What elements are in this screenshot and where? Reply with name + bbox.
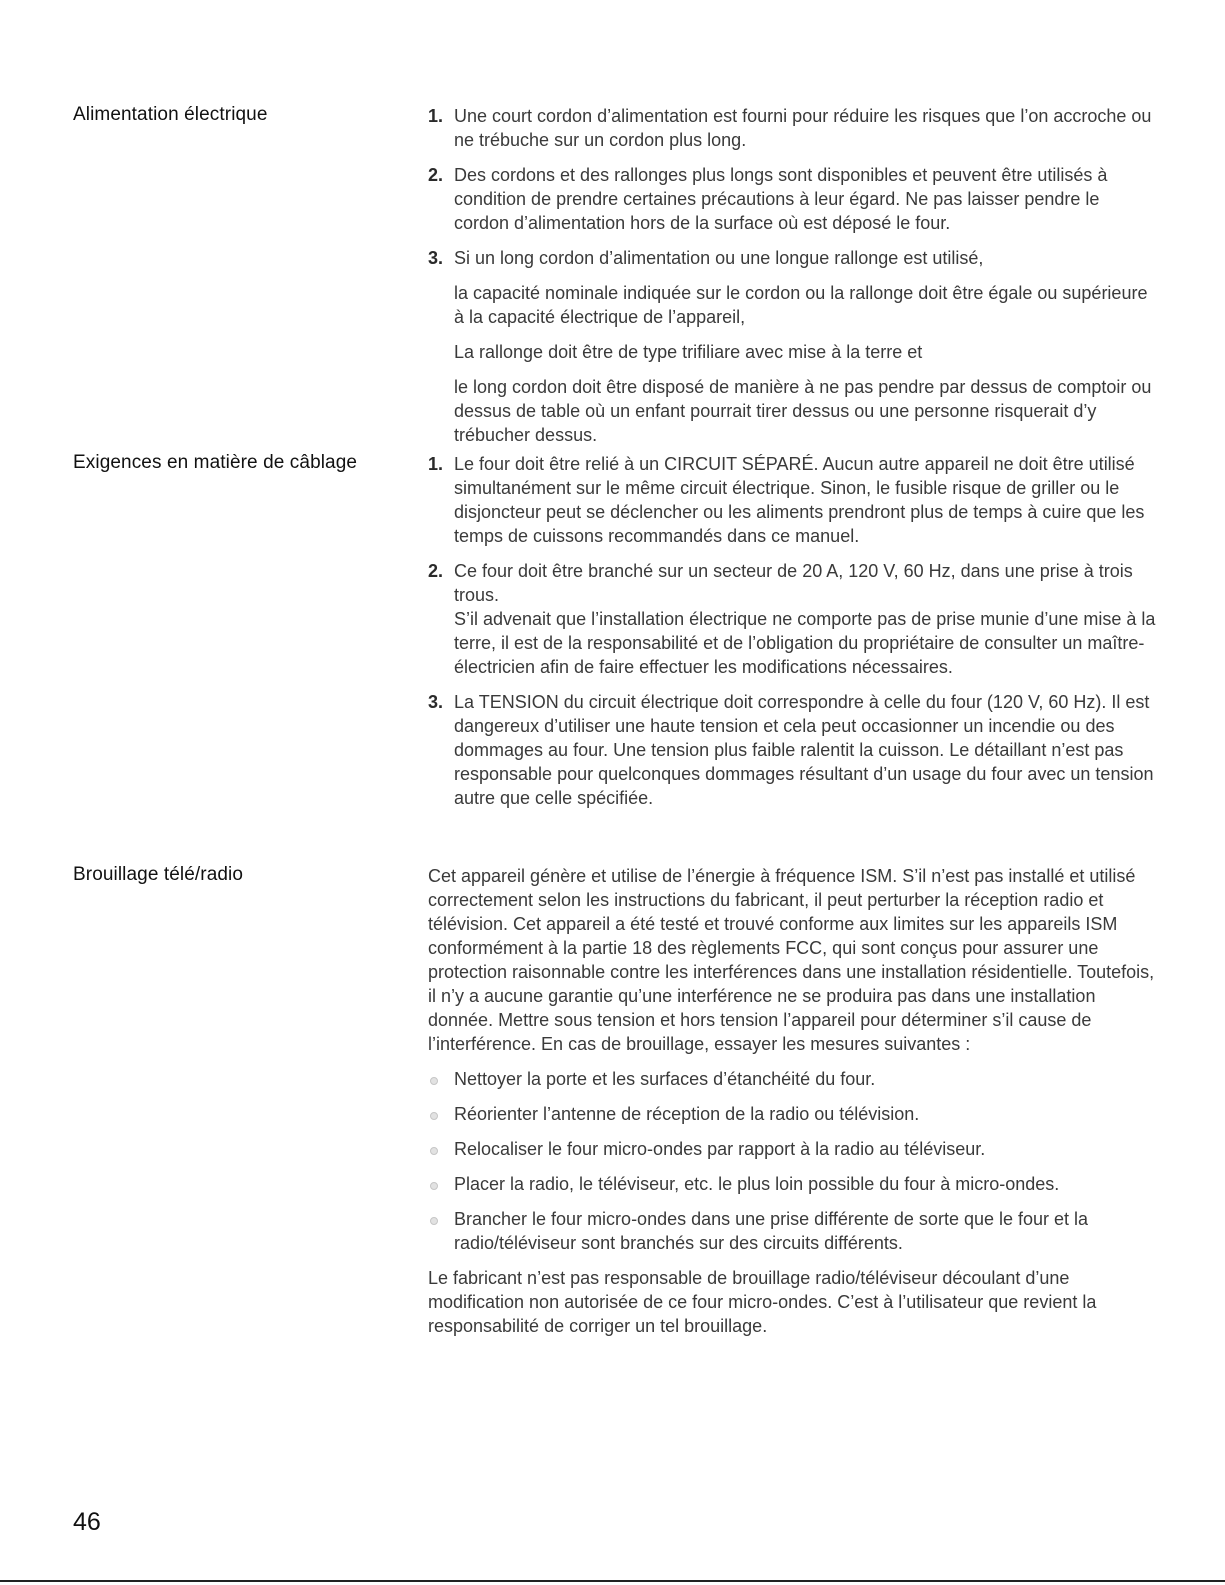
sub-paragraph: La rallonge doit être de type trifiliare avec mise à la terre et: [454, 342, 923, 362]
item-number: 2.: [428, 561, 444, 581]
bullet-icon: [428, 1137, 454, 1161]
list-item: [428, 104, 1156, 152]
section-heading-cablage: Exigences en matière de câblage: [73, 452, 358, 473]
item-number: 3.: [428, 692, 444, 712]
bullet-icon: [428, 1207, 454, 1255]
bullet-item: [428, 1067, 1156, 1091]
item-text: Si un long cordon d’alimentation ou une longue rallonge est utilisé,: [454, 248, 984, 268]
section-body-alimentation: [428, 104, 1156, 447]
bullet-text: Relocaliser le four micro-ondes par rapport à la radio au téléviseur.: [454, 1139, 986, 1159]
bullet-item: [428, 1172, 1156, 1196]
item-text: [454, 559, 1156, 679]
bullet-icon: [428, 1172, 454, 1196]
item-text: La TENSION du circuit électrique doit correspondre à celle du four (120 V, 60 Hz). Il est dangereux d’utiliser une haute tension et cela peut occasionner un incendie ou des dommages au four. Une tension plus faible ralentit la cuisson. Le détaillant n’est pas responsable pour quelconques dommages résultant d’un usage du four avec un tension autre que celle spécifiée.: [454, 692, 1154, 808]
section-heading-brouillage: Brouillage télé/radio: [73, 864, 244, 885]
item-text-main: Ce four doit être branché sur un secteur de 20 A, 120 V, 60 Hz, dans une prise à trois trous.: [454, 561, 1133, 605]
page-number: 46: [73, 1508, 101, 1536]
item-number: 3.: [428, 248, 444, 268]
item-number: 1.: [428, 454, 444, 474]
item-text: Une court cordon d’alimentation est fourni pour réduire les risques que l’on accroche ou ne trébuche sur un cordon plus long.: [454, 106, 1152, 150]
list-item: [428, 559, 1156, 679]
bullet-text: Réorienter l’antenne de réception de la radio ou télévision.: [454, 1104, 920, 1124]
item-text: Le four doit être relié à un CIRCUIT SÉPARÉ. Aucun autre appareil ne doit être utilisé simultanément sur le même circuit électrique. Sinon, le fusible risque de griller ou le disjoncteur peut se déclencher ou les aliments prendront plus de temps à cuire que les temps de cuissons recommandés dans ce manuel.: [454, 454, 1145, 546]
bottom-divider: [0, 1580, 1225, 1582]
item-text-extra: S’il advenait que l’installation électrique ne comporte pas de prise munie d’une mise à la terre, il est de la responsabilité et de l’obligation du propriétaire de consulter un maître-électricien afin de faire effectuer les modifications nécessaires.: [454, 609, 1156, 677]
bullet-text: Nettoyer la porte et les surfaces d’étanchéité du four.: [454, 1069, 876, 1089]
section-body-cablage: [428, 452, 1156, 810]
section-body-brouillage: [428, 864, 1156, 1338]
bullet-icon: [428, 1067, 454, 1091]
section-heading-alimentation: Alimentation électrique: [73, 104, 268, 125]
list-item: [428, 246, 1156, 270]
bullet-icon: [428, 1102, 454, 1126]
sub-paragraph: la capacité nominale indiquée sur le cordon ou la rallonge doit être égale ou supérieure à la capacité électrique de l’appareil,: [454, 283, 1148, 327]
bullet-item: [428, 1102, 1156, 1126]
closing-paragraph: Le fabricant n’est pas responsable de brouillage radio/téléviseur découlant d’une modification non autorisée de ce four micro-ondes. C’est à l’utilisateur que revient la responsabilité de corriger un tel brouillage.: [428, 1268, 1097, 1336]
item-text: Des cordons et des rallonges plus longs sont disponibles et peuvent être utilisés à condition de prendre certaines précautions à leur égard. Ne pas laisser pendre le cordon d’alimentation hors de la surface où est déposé le four.: [454, 165, 1108, 233]
list-item: [428, 690, 1156, 810]
bullet-item: [428, 1137, 1156, 1161]
bullet-text: Brancher le four micro-ondes dans une prise différente de sorte que le four et la radio/téléviseur sont branchés sur des circuits différents.: [454, 1209, 1089, 1253]
list-item: [428, 163, 1156, 235]
bullet-item: [428, 1207, 1156, 1255]
item-number: 2.: [428, 165, 444, 185]
item-number: 1.: [428, 106, 444, 126]
sub-paragraph: le long cordon doit être disposé de manière à ne pas pendre par dessus de comptoir ou dessus de table où un enfant pourrait tirer dessus ou une personne risquerait d’y trébucher dessus.: [454, 377, 1152, 445]
bullet-text: Placer la radio, le téléviseur, etc. le plus loin possible du four à micro-ondes.: [454, 1174, 1060, 1194]
intro-paragraph: Cet appareil génère et utilise de l’énergie à fréquence ISM. S’il n’est pas installé et utilisé correctement selon les instructions du fabricant, il peut perturber la réception radio et télévision. Cet appareil a été testé et trouvé conforme aux limites sur les appareils ISM conformément à la partie 18 des règlements FCC, qui sont conçus pour assurer une protection raisonnable contre les interférences dans une installation résidentielle. Toutefois, il n’y a aucune garantie qu’une interférence ne se produira pas dans une installation donnée. Mettre sous tension et hors tension l’appareil pour déterminer s’il cause de l’interférence. En cas de brouillage, essayer les mesures suivantes :: [428, 866, 1155, 1054]
list-item: [428, 452, 1156, 548]
